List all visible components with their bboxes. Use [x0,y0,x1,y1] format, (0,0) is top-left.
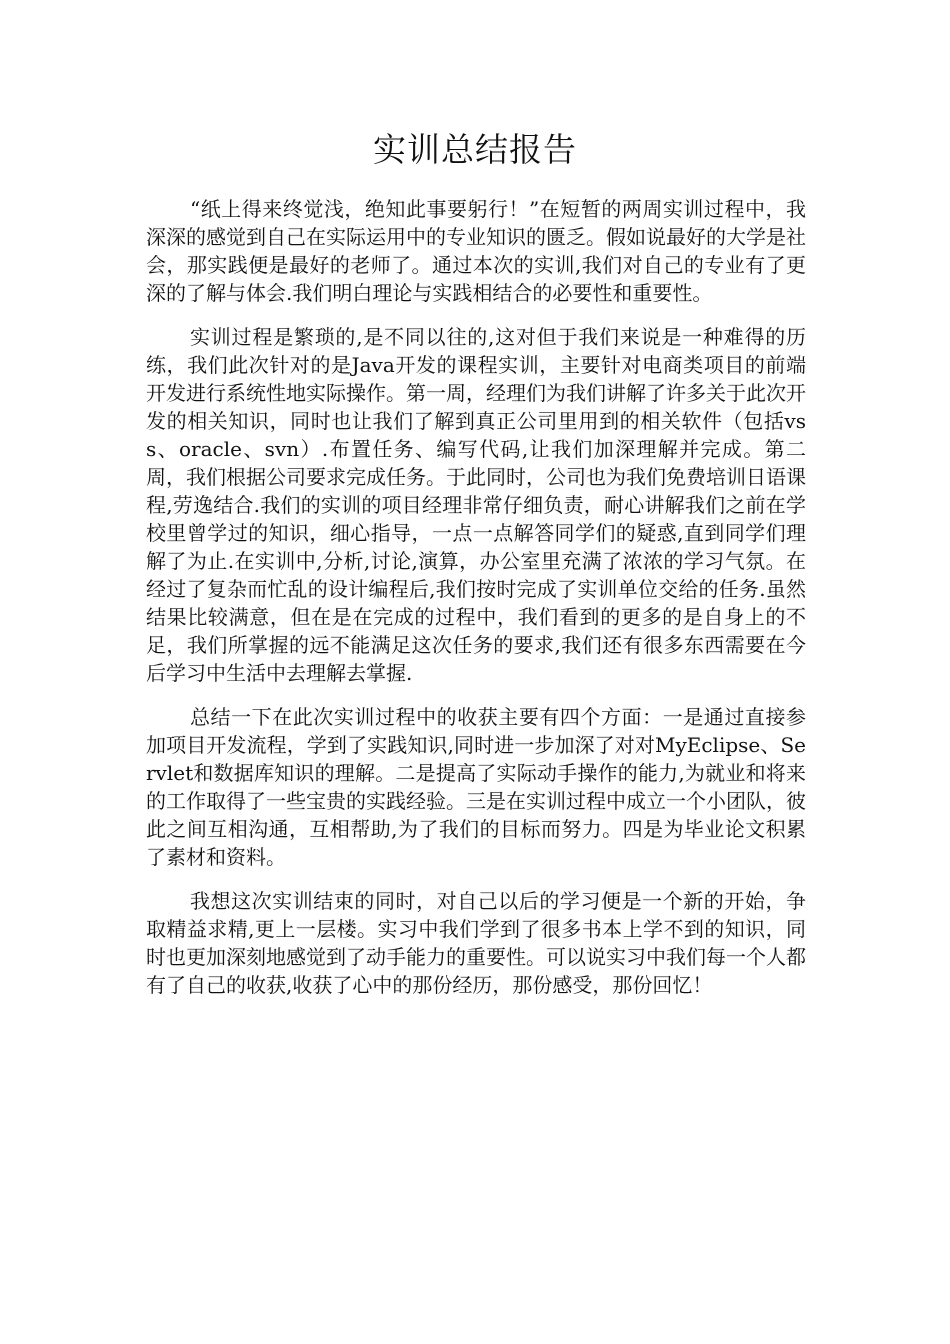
paragraph-conclusion: 我想这次实训结束的同时，对自己以后的学习便是一个新的开始，争取精益求精,更上一层楼。实习中我们学到了很多书本上学不到的知识，同时也更加深刻地感觉到了动手能力的重要性。可以说实习中我们每一个人都有了自己的收获,收获了心中的那份经历，那份感受，那份回忆！ [146,889,806,997]
paragraph-summary: 总结一下在此次实训过程中的收获主要有四个方面：一是通过直接参加项目开发流程，学到了实践知识,同时进一步加深了对对MyEclipse、Servlet和数据库知识的理解。二是提高了实际动手操作的能力,为就业和将来的工作取得了一些宝贵的实践经验。三是在实训过程中成立一个小团队，彼此之间互相沟通，互相帮助,为了我们的目标而努力。四是为毕业论文积累了素材和资料。 [146,705,806,869]
document-body [146,195,806,1015]
paragraph-process: 实训过程是繁琐的,是不同以往的,这对但于我们来说是一种难得的历练，我们此次针对的是Java开发的课程实训，主要针对电商类项目的前端开发进行系统性地实际操作。第一周，经理们为我们讲解了许多关于此次开发的相关知识，同时也让我们了解到真正公司里用到的相关软件（包括vss、oracle、svn）.布置任务、编写代码,让我们加深理解并完成。第二周，我们根据公司要求完成任务。于此同时，公司也为我们免费培训日语课程,劳逸结合.我们的实训的项目经理非常仔细负责，耐心讲解我们之前在学校里曾学过的知识，细心指导，一点一点解答同学们的疑惑,直到同学们理解了为止.在实训中,分析,讨论,演算，办公室里充满了浓浓的学习气氛。在经过了复杂而忙乱的设计编程后,我们按时完成了实训单位交给的任务.虽然结果比较满意，但在是在完成的过程中，我们看到的更多的是自身上的不足，我们所掌握的远不能满足这次任务的要求,我们还有很多东西需要在今后学习中生活中去理解去掌握. [146,325,806,685]
paragraph-intro: “纸上得来终觉浅，绝知此事要躬行！”在短暂的两周实训过程中，我深深的感觉到自己在实际运用中的专业知识的匮乏。假如说最好的大学是社会，那实践便是最好的老师了。通过本次的实训,我们对自己的专业有了更深的了解与体会.我们明白理论与实践相结合的必要性和重要性。 [146,197,806,305]
page-title: 实训总结报告 [373,130,577,169]
